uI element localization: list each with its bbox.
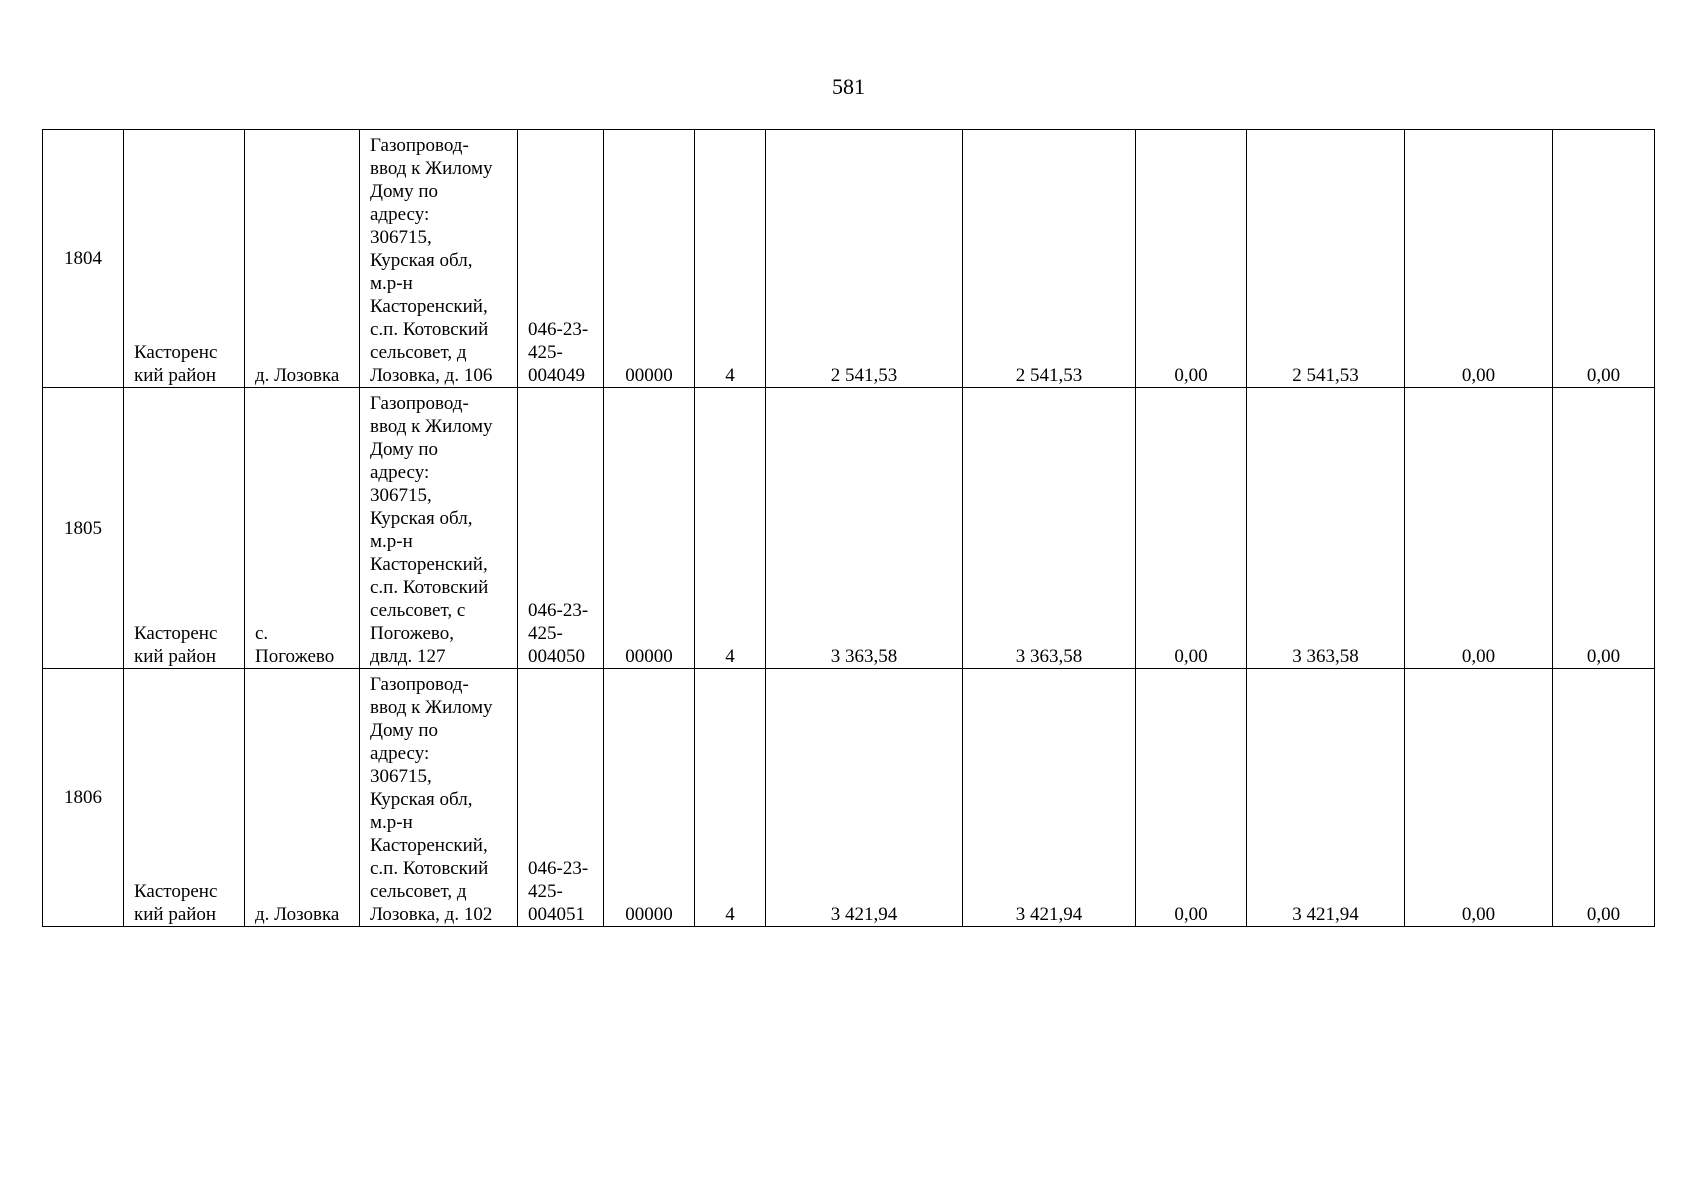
locality-text: д. Лозовка	[255, 365, 340, 386]
district-text: Касторенс кий район	[134, 623, 218, 667]
address-line: сельсовет, д	[370, 881, 467, 902]
address-line: Дому по	[370, 181, 439, 202]
address-line: Лозовка, д. 102	[370, 904, 493, 925]
code2-cell: 00000	[604, 669, 695, 927]
address-line: Дому по	[370, 720, 439, 741]
address-line: сельсовет, д	[370, 342, 467, 363]
address-cell	[360, 388, 518, 669]
address-line: Касторенский,	[370, 554, 488, 575]
cadastral-code-cell	[518, 130, 604, 388]
cadastral-code: 046-23- 425- 004049	[528, 319, 589, 386]
address-line: Дому по	[370, 439, 439, 460]
value-cell-6: 0,00	[1553, 669, 1655, 927]
address-line: Курская обл,	[370, 508, 473, 529]
address-line: адресу:	[370, 462, 430, 483]
value-cell-1: 3 363,58	[766, 388, 963, 669]
address-line: м.р-н	[370, 812, 413, 833]
address-line: Газопровод-	[370, 393, 469, 414]
address-line: ввод к Жилому	[370, 697, 493, 718]
address-line: м.р-н	[370, 531, 413, 552]
address-line: 306715,	[370, 227, 432, 248]
district-cell	[124, 669, 245, 927]
value-cell-4: 3 363,58	[1247, 388, 1405, 669]
value-cell-2: 3 363,58	[963, 388, 1136, 669]
address-line: Газопровод-	[370, 135, 469, 156]
cadastral-code-cell	[518, 669, 604, 927]
value-cell-5: 0,00	[1405, 388, 1553, 669]
code2-cell: 00000	[604, 388, 695, 669]
address-line: 306715,	[370, 766, 432, 787]
registry-table	[42, 129, 1655, 927]
value-cell-2: 2 541,53	[963, 130, 1136, 388]
district-text: Касторенс кий район	[134, 881, 218, 925]
address-line: 306715,	[370, 485, 432, 506]
address-line: адресу:	[370, 743, 430, 764]
group-cell: 4	[695, 130, 766, 388]
locality-cell	[245, 388, 360, 669]
locality-cell	[245, 669, 360, 927]
address-line: с.п. Котовский	[370, 577, 489, 598]
code2-cell: 00000	[604, 130, 695, 388]
district-text: Касторенс кий район	[134, 342, 218, 386]
cadastral-code: 046-23- 425- 004051	[528, 858, 589, 925]
locality-cell	[245, 130, 360, 388]
address-line: двлд. 127	[370, 646, 446, 667]
cadastral-code-cell	[518, 388, 604, 669]
row-number: 1805	[43, 388, 124, 669]
address-cell	[360, 130, 518, 388]
address-line: Погожево,	[370, 623, 454, 644]
address-line: м.р-н	[370, 273, 413, 294]
value-cell-5: 0,00	[1405, 130, 1553, 388]
value-cell-4: 3 421,94	[1247, 669, 1405, 927]
row-number: 1804	[43, 130, 124, 388]
table-row	[43, 130, 1655, 388]
address-line: ввод к Жилому	[370, 416, 493, 437]
address-line: с.п. Котовский	[370, 319, 489, 340]
locality-text: с. Погожево	[255, 623, 335, 667]
value-cell-6: 0,00	[1553, 130, 1655, 388]
table-row	[43, 669, 1655, 927]
address-line: с.п. Котовский	[370, 858, 489, 879]
page-number: 581	[832, 74, 865, 99]
cadastral-code: 046-23- 425- 004050	[528, 600, 589, 667]
address-cell	[360, 669, 518, 927]
address-line: Курская обл,	[370, 250, 473, 271]
address-line: сельсовет, с	[370, 600, 466, 621]
address-line: Газопровод-	[370, 674, 469, 695]
district-cell	[124, 130, 245, 388]
value-cell-1: 2 541,53	[766, 130, 963, 388]
value-cell-3: 0,00	[1136, 388, 1247, 669]
value-cell-4: 2 541,53	[1247, 130, 1405, 388]
value-cell-5: 0,00	[1405, 669, 1553, 927]
district-cell	[124, 388, 245, 669]
address-line: Курская обл,	[370, 789, 473, 810]
locality-text: д. Лозовка	[255, 904, 340, 925]
row-number: 1806	[43, 669, 124, 927]
value-cell-1: 3 421,94	[766, 669, 963, 927]
address-line: адресу:	[370, 204, 430, 225]
address-line: Лозовка, д. 106	[370, 365, 493, 386]
group-cell: 4	[695, 388, 766, 669]
value-cell-6: 0,00	[1553, 388, 1655, 669]
value-cell-3: 0,00	[1136, 669, 1247, 927]
value-cell-2: 3 421,94	[963, 669, 1136, 927]
address-line: Касторенский,	[370, 296, 488, 317]
table-row	[43, 388, 1655, 669]
address-line: ввод к Жилому	[370, 158, 493, 179]
address-line: Касторенский,	[370, 835, 488, 856]
group-cell: 4	[695, 669, 766, 927]
value-cell-3: 0,00	[1136, 130, 1247, 388]
